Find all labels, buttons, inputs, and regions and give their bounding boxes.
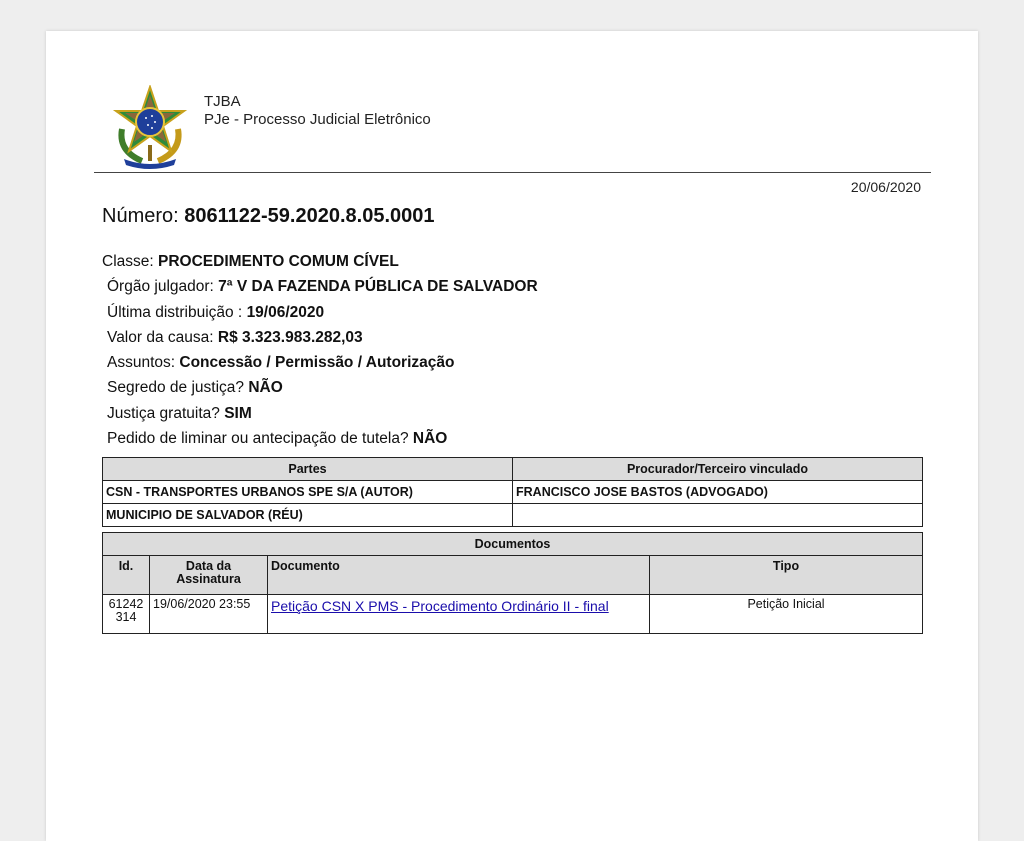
type-header: Tipo [650, 556, 923, 595]
field-classe [102, 252, 538, 277]
process-number-value: 8061122-59.2020.8.05.0001 [184, 205, 435, 227]
parties-header-row [103, 458, 923, 481]
attorney-header: Procurador/Terceiro vinculado [513, 458, 923, 481]
field-value: Concessão / Permissão / Autorização [179, 354, 455, 372]
brazil-coat-of-arms-icon [112, 85, 188, 169]
documents-caption: Documentos [103, 533, 923, 556]
field-ultima-distribuicao [102, 303, 538, 328]
field-valor-causa [102, 328, 538, 353]
field-label: Órgão julgador: [107, 278, 214, 296]
field-label: Segredo de justiça? [107, 379, 245, 397]
party-cell: CSN - TRANSPORTES URBANOS SPE S/A (AUTOR) [103, 481, 513, 504]
parties-table [102, 457, 923, 527]
field-label: Pedido de liminar ou antecipação de tutela? [107, 430, 409, 448]
field-assuntos [102, 353, 538, 378]
header-divider [94, 172, 931, 173]
field-label: Classe: [102, 253, 154, 270]
documents-table [102, 532, 923, 634]
id-header: Id. [103, 556, 150, 595]
field-label: Assuntos: [107, 354, 176, 372]
field-value: 19/06/2020 [246, 303, 325, 321]
table-row [103, 504, 923, 527]
field-justica-gratuita [102, 404, 538, 429]
document-date: 20/06/2020 [850, 179, 921, 195]
field-value: NÃO [248, 379, 283, 397]
parties-header: Partes [103, 458, 513, 481]
field-value: NÃO [412, 430, 448, 448]
table-row [103, 595, 923, 634]
signature-date-header: Data da Assinatura [150, 556, 268, 595]
field-label: Valor da causa: [107, 328, 214, 346]
system-name: PJe - Processo Judicial Eletrônico [204, 111, 431, 128]
attorney-cell: FRANCISCO JOSE BASTOS (ADVOGADO) [513, 481, 923, 504]
header-text [204, 93, 431, 129]
document-page [46, 31, 978, 841]
field-value: R$ 3.323.983.282,03 [217, 328, 363, 346]
field-pedido-liminar [102, 429, 538, 454]
field-label: Justiça gratuita? [107, 404, 220, 422]
field-value: SIM [224, 404, 252, 422]
field-value: PROCEDIMENTO COMUM CÍVEL [158, 253, 399, 270]
process-fields [102, 252, 538, 454]
document-signature-date: 19/06/2020 23:55 [150, 595, 268, 634]
field-orgao-julgador [102, 277, 538, 302]
process-number-label: Número: [102, 205, 179, 227]
documents-caption-row [103, 533, 923, 556]
party-cell: MUNICIPIO DE SALVADOR (RÉU) [103, 504, 513, 527]
document-cell [268, 595, 650, 634]
documents-header-row [103, 556, 923, 595]
attorney-cell [513, 504, 923, 527]
court-name: TJBA [204, 93, 241, 110]
table-row [103, 481, 923, 504]
process-number [102, 205, 435, 228]
document-link[interactable]: Petição CSN X PMS - Procedimento Ordinário II - final [271, 598, 609, 614]
document-type: Petição Inicial [650, 595, 923, 634]
field-segredo-justica [102, 378, 538, 403]
document-header: Documento [268, 556, 650, 595]
field-label: Última distribuição : [107, 303, 243, 321]
document-id: 61242 314 [103, 595, 150, 634]
field-value: 7ª V DA FAZENDA PÚBLICA DE SALVADOR [218, 278, 538, 296]
